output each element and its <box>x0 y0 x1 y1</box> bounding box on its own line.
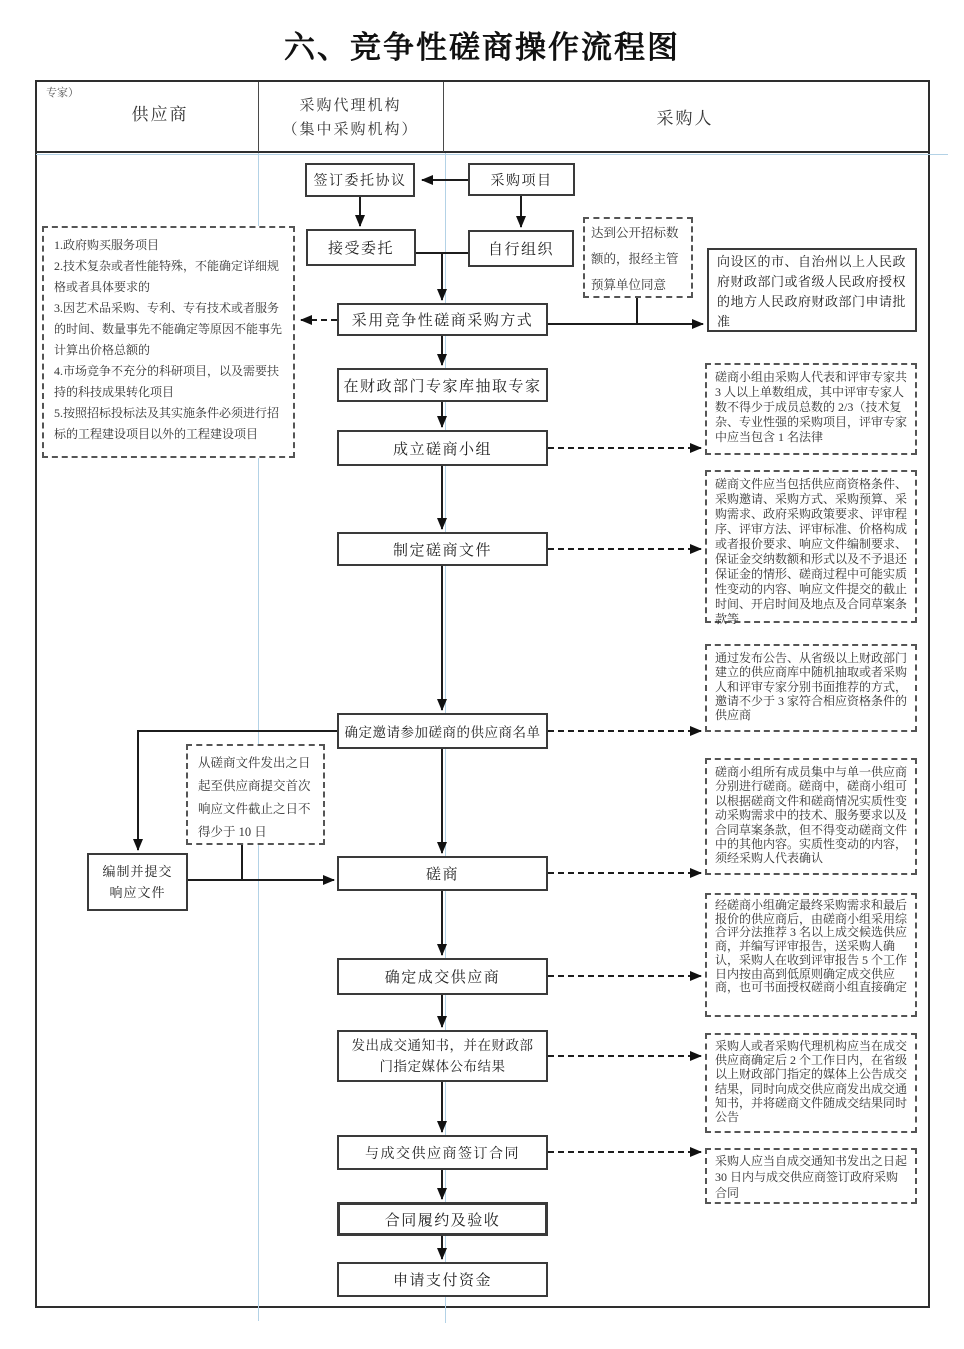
step-sign-contract: 与成交供应商签订合同 <box>337 1135 548 1170</box>
lane-header-purchaser: 采购人 <box>656 109 714 128</box>
page-title: 六、竞争性磋商操作流程图 <box>284 30 680 65</box>
note-open-bid-threshold: 达到公开招标数额的，报经主管预算单位同意 <box>583 217 693 298</box>
condition-item-4: 4.市场竞争不充分的科研项目，以及需要扶持的科技成果转化项目 <box>54 364 280 399</box>
step-prepare-response-line2: 响应文件 <box>109 885 166 900</box>
note-announce-rule: 采购人或者采购代理机构应当在成交供应商确定后 2 个工作日内，在省级以上财政部门指定的媒体上公告成交结果，同时向成交供应商发出成交通知书，并将磋商文件随成交结果同时公告 <box>705 1033 917 1133</box>
note-ten-days: 从磋商文件发出之日起至供应商提交首次响应文件截止之日不得少于 10 日 <box>186 744 325 845</box>
note-invite-suppliers: 通过发布公告、从省级以上财政部门建立的供应商库中随机抽取或者采购人和评审专家分别书面推荐的方式，邀请不少于 3 家符合相应资格条件的供应商 <box>705 644 917 732</box>
note-apply-approval: 向设区的市、自治州以上人民政府财政部门或省级人民政府授权的地方人民政府财政部门申请批准 <box>707 248 917 332</box>
note-consultation-rule: 磋商小组所有成员集中与单一供应商分别进行磋商。磋商中，磋商小组可以根据磋商文件和磋商情况实质性变动采购需求中的技术、服务要求以及合同草案条款，但不得变动磋商文件中的其他内容。实质性变动的内容，须经采购人代表确认 <box>705 758 917 875</box>
note-applicable-conditions <box>42 226 295 458</box>
step-draw-experts: 在财政部门专家库抽取专家 <box>337 368 548 402</box>
header-separator <box>35 151 930 153</box>
condition-item-3: 3.因艺术品采购、专利、专有技术或者服务的时间、数量事先不能确定等原因不能事先计算出价格总额的 <box>54 301 283 357</box>
note-doc-contents: 磋商文件应当包括供应商资格条件、采购邀请、采购方式、采购预算、采购需求、政府采购政策要求、评审程序、评审方法、评审标准、价格构成或者报价要求、响应文件编制要求、保证金交纳数额和形式以及不予退还保证金的情形、磋商过程中可能实质性变动的内容、响应文件提交的截止时间、开启时间及地点及合同草案条款等 <box>705 470 917 623</box>
step-issue-notice: 发出成交通知书，并在财政部门指定媒体公布结果 <box>337 1030 548 1082</box>
note-contract-rule: 采购人应当自成交通知书发出之日起 30 日内与成交供应商签订政府采购合同 <box>705 1148 917 1204</box>
corner-note: 专家） <box>46 87 79 99</box>
condition-item-5: 5.按照招标投标法及其实施条件必须进行招标的工程建设项目以外的工程建设项目 <box>54 406 280 441</box>
step-prepare-response-line1: 编制并提交 <box>102 864 173 879</box>
blue-horizontal-line <box>36 154 948 155</box>
step-accept-entrustment: 接受委托 <box>306 229 416 266</box>
condition-item-2: 2.技术复杂或者性能特殊，不能确定详细规格或者具体要求的 <box>54 259 280 294</box>
step-sign-agreement: 签订委托协议 <box>305 163 415 197</box>
step-apply-payment: 申请支付资金 <box>337 1262 548 1297</box>
lane-header-supplier: 供应商 <box>131 105 189 124</box>
step-prepare-response <box>87 853 188 911</box>
header-divider-right <box>443 82 444 152</box>
step-consultation: 磋商 <box>337 856 548 891</box>
step-determine-supplier-list: 确定邀请参加磋商的供应商名单 <box>337 713 548 749</box>
step-prepare-docs: 制定磋商文件 <box>337 532 548 566</box>
step-form-team: 成立磋商小组 <box>337 430 548 466</box>
note-team-composition: 磋商小组由采购人代表和评审专家共 3 人以上单数组成，其中评审专家人数不得少于成员总数的 2/3（技术复杂、专业性强的采购项目，评审专家中应当包含 1 名法律 <box>705 363 917 455</box>
step-determine-winner: 确定成交供应商 <box>337 958 548 995</box>
lane-header-agency-line1: 采购代理机构 <box>299 98 402 114</box>
step-adopt-method: 采用竞争性磋商采购方式 <box>337 303 548 336</box>
note-winner-rule: 经磋商小组确定最终采购需求和最后报价的供应商后，由磋商小组采用综合评分法推荐 3 名以上成交候选供应商，并编写评审报告，送采购人确认，采购人在收到评审报告 5 个工作日内按由高到低原则确定成交供应商，也可书面授权磋商小组直接确定 <box>705 893 917 1017</box>
step-self-organize: 自行组织 <box>468 230 574 267</box>
step-contract-acceptance: 合同履约及验收 <box>337 1202 548 1236</box>
step-procurement-project: 采购项目 <box>468 163 575 196</box>
condition-item-1: 1.政府购买服务项目 <box>54 238 160 252</box>
header-divider-left <box>258 82 259 152</box>
lane-header-agency-line2: （集中采购机构） <box>282 122 419 138</box>
lane-header-agency <box>268 94 433 142</box>
